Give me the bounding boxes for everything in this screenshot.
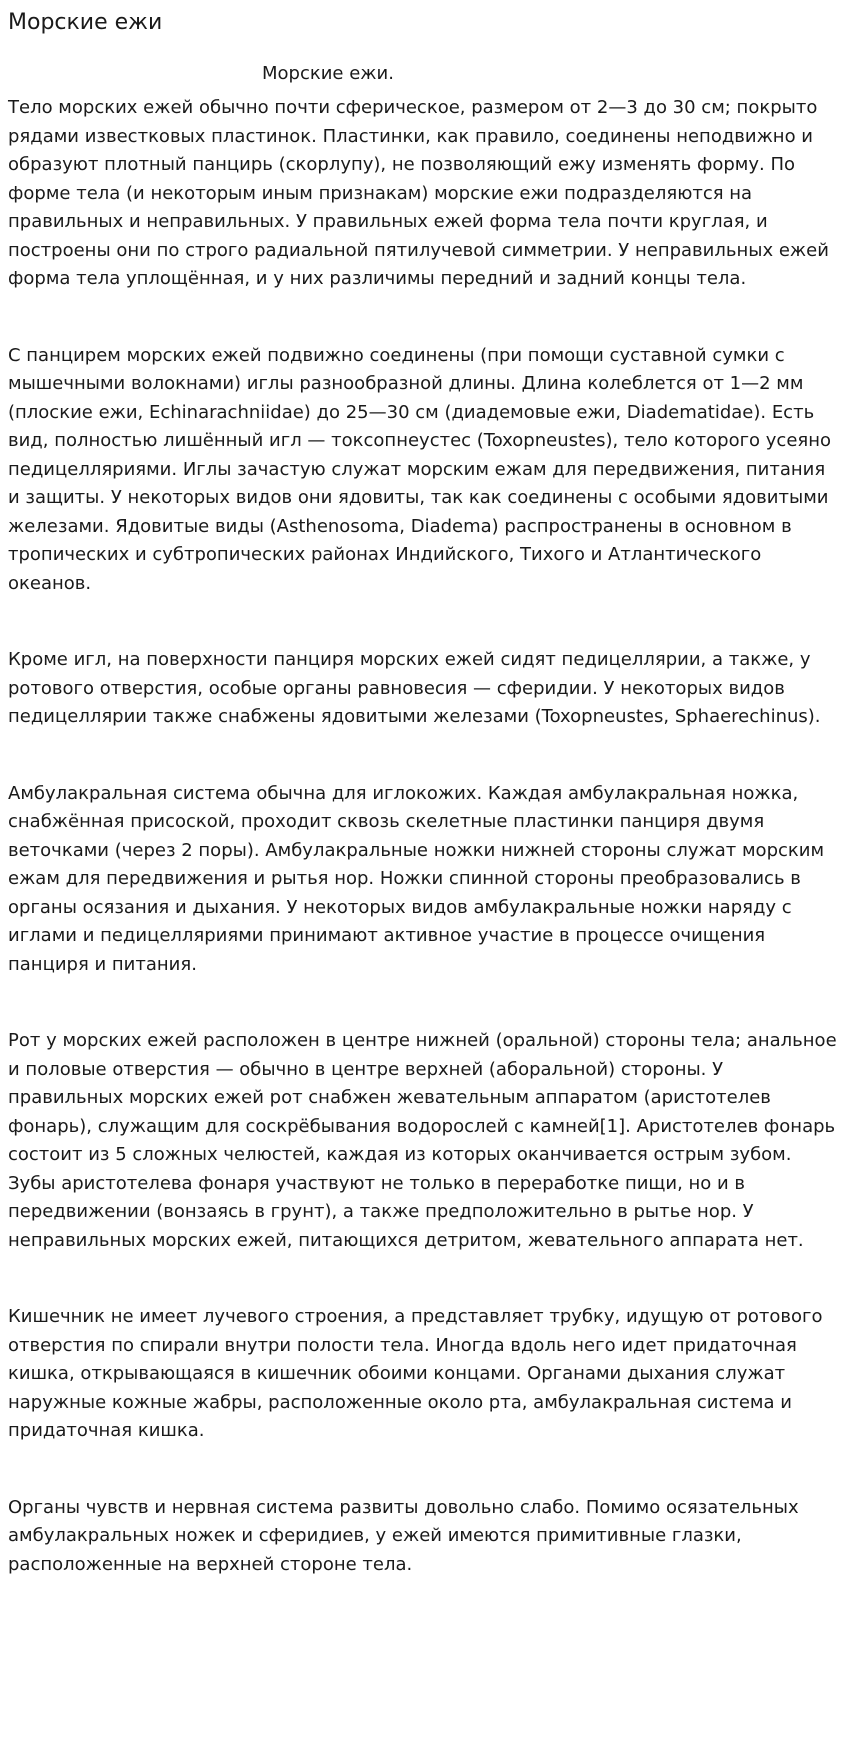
- paragraph-senses: Органы чувств и нервная система развиты довольно слабо. Помимо осязательных амбулакральных ножек и сферидиев, у ежей имеются примитивные глазки, расположенные на верхней стороне тела.: [8, 1496, 799, 1575]
- paragraph-intestine: Кишечник не имеет лучевого строения, а представляет трубку, идущую от ротового отверстия по спирали внутри полости тела. Иногда вдоль него идет придаточная кишка, открывающаяся в кишечник обоими концами. Органами дыхания служат наружные кожные жабры, расположенные около рта, амбулакральная система и придаточная кишка.: [8, 1306, 823, 1441]
- page-title: Морские ежи: [8, 10, 163, 35]
- paragraph-mouth: Рот у морских ежей расположен в центре нижней (оральной) стороны тела; анальное и половые отверстия — обычно в центре верхней (аборальной) стороны. У правильных морских ежей рот снабжен жевательным аппаратом (аристотелев фонарь), служащим для соскрёбывания водорослей с камней[1]. Аристотелев фонарь состоит из 5 сложных челюстей, каждая из которых оканчивается острым зубом. Зубы аристотелева фонаря участвуют не только в переработке пищи, но и в передвижении (вонзаясь в грунт), а также предположительно в рытье нор. У неправильных морских ежей, питающихся детритом, жевательного аппарата нет.: [8, 1030, 837, 1251]
- paragraph-pedicellariae: Кроме игл, на поверхности панциря морских ежей сидят педицеллярии, а также, у ротового отверстия, особые органы равновесия — сферидии. У некоторых видов педицеллярии также снабжены ядовитыми железами (Toxopneustes, Sphaerechinus).: [8, 649, 821, 727]
- paragraph-ambulacral-system: Амбулакральная система обычна для иглокожих. Каждая амбулакральная ножка, снабжённая присоской, проходит сквозь скелетные пластинки панциря двумя веточками (через 2 поры). Амбулакральные ножки нижней стороны служат морским ежам для передвижения и рытья нор. Ножки спинной стороны преобразовались в органы осязания и дыхания. У некоторых видов амбулакральные ножки наряду с иглами и педицелляриями принимают активное участие в процессе очищения панциря и питания.: [8, 782, 825, 975]
- paragraph-spines: С панцирем морских ежей подвижно соединены (при помощи суставной сумки с мышечными волокнами) иглы разнообразной длины. Длина колеблется от 1—2 мм (плоские ежи, Echinarachniidae) до 25—30 см (диадемовые ежи, Diadematidae). Есть вид, полностью лишённый игл — токсопнеустес (Toxopneustes), тело которого усеяно педицелляриями. Иглы зачастую служат морским ежам для передвижения, питания и защиты. У некоторых видов они ядовиты, так как соединены с особыми ядовитыми железами. Ядовитые виды (Asthenosoma, Diadema) распространены в основном в тропических и субтропических районах Индийского, Тихого и Атлантического океанов.: [8, 344, 832, 594]
- paragraph-body-shape: Тело морских ежей обычно почти сферическое, размером от 2—3 до 30 см; покрыто рядами известковых пластинок. Пластинки, как правило, соединены неподвижно и образуют плотный панцирь (скорлупу), не позволяющий ежу изменять форму. По форме тела (и некоторым иным признакам) морские ежи подразделяются на правильных и неправильных. У правильных ежей форма тела почти круглая, и построены они по строго радиальной пятилучевой симметрии. У неправильных ежей форма тела уплощённая, и у них различимы передний и задний концы тела.: [8, 97, 829, 289]
- document-subtitle: Морские ежи.: [262, 63, 394, 84]
